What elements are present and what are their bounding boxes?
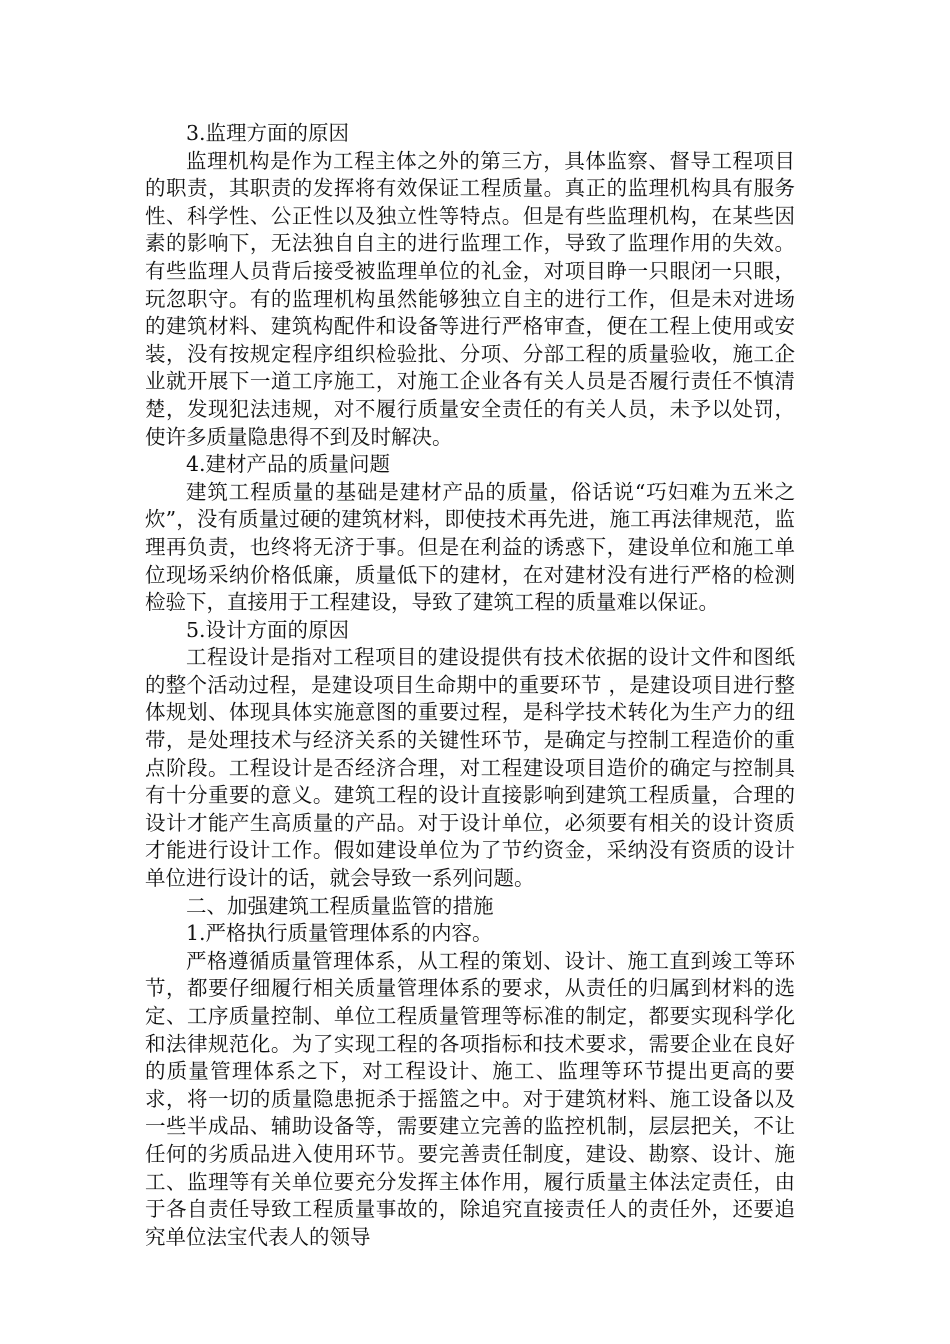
section-5-paragraph: 工程设计是指对工程项目的建设提供有技术依据的设计文件和图纸的整个活动过程，是建设项目生命期中的重要环节 ，是建设项目进行整体规划、体现具体实施意图的重要过程，是科学技术转化为生产力的纽带，是处理技术与经济关系的关键性环节，是确定与控制工程造价的重点阶段。工程设计是否经济合理，对工程建设项目造价的确定与控制具有十分重要的意义。建筑工程的设计直接影响到建筑工程质量，合理的设计才能产生高质量的产品。对于设计单位，必须要有相关的设计资质才能进行设计工作。假如建设单位为了节约资金，采纳没有资质的设计单位进行设计的话，就会导致一系列问题。 [145,645,795,891]
section-3-heading: 3.监理方面的原因 [186,121,350,145]
part-2-heading: 二、加强建筑工程质量监管的措施 [186,893,494,918]
part-2-sub-1-paragraph: 严格遵循质量管理体系，从工程的策划、设计、施工直到竣工等环节，都要仔细履行相关质量管理体系的要求，从责任的归属到材料的选定、工序质量控制、单位工程质量管理等标准的制定，都要实现科学化和法律规范化。为了实现工程的各项指标和技术要求，需要企业在良好的质量管理体系之下，对工程设计、施工、监理等环节提出更高的要求，将一切的质量隐患扼杀于摇篮之中。对于建筑材料、施工设备以及一些半成品、辅助设备等，需要建立完善的监控机制，层层把关，不让任何的劣质品进入使用环节。要完善责任制度，建设、勘察、设计、施工、监理等有关单位要充分发挥主体作用，履行质量主体法定责任，由于各自责任导致工程质量事故的，除追究直接责任人的责任外，还要追究单位法宝代表人的领导 [145,948,795,1249]
document-page [145,120,795,1251]
section-4-paragraph: 建筑工程质量的基础是建材产品的质量，俗话说“巧妇难为五米之炊”，没有质量过硬的建筑材料，即使技术再先进，施工再法律规范，监理再负责，也终将无济于事。但是在利益的诱惑下，建设单位和施工单位现场采纳价格低廉，质量低下的建材，在对建材没有进行严格的检测检验下，直接用于工程建设，导致了建筑工程的质量难以保证。 [145,479,795,615]
part-2-sub-1-heading: 1.严格执行质量管理体系的内容。 [186,921,493,946]
section-3-paragraph: 监理机构是作为工程主体之外的第三方，具体监察、督导工程项目的职责，其职责的发挥将有效保证工程质量。真正的监理机构具有服务性、科学性、公正性以及独立性等特点。但是有些监理机构，在某些因素的影响下，无法独自自主的进行监理工作，导致了监理作用的失效。有些监理人员背后接受被监理单位的礼金，对项目睁一只眼闭一只眼，玩忽职守。有的监理机构虽然能够独立自主的进行工作，但是未对进场的建筑材料、建筑构配件和设备等进行严格审查，便在工程上使用或安装，没有按规定程序组织检验批、分项、分部工程的质量验收，施工企业就开展下一道工序施工，对施工企业各有关人员是否履行责任不慎清楚，发现犯法违规，对不履行质量安全责任的有关人员，未予以处罚，使许多质量隐患得不到及时解决。 [145,148,795,449]
section-5-heading: 5.设计方面的原因 [186,617,350,642]
section-4-heading: 4.建材产品的质量问题 [186,452,391,477]
